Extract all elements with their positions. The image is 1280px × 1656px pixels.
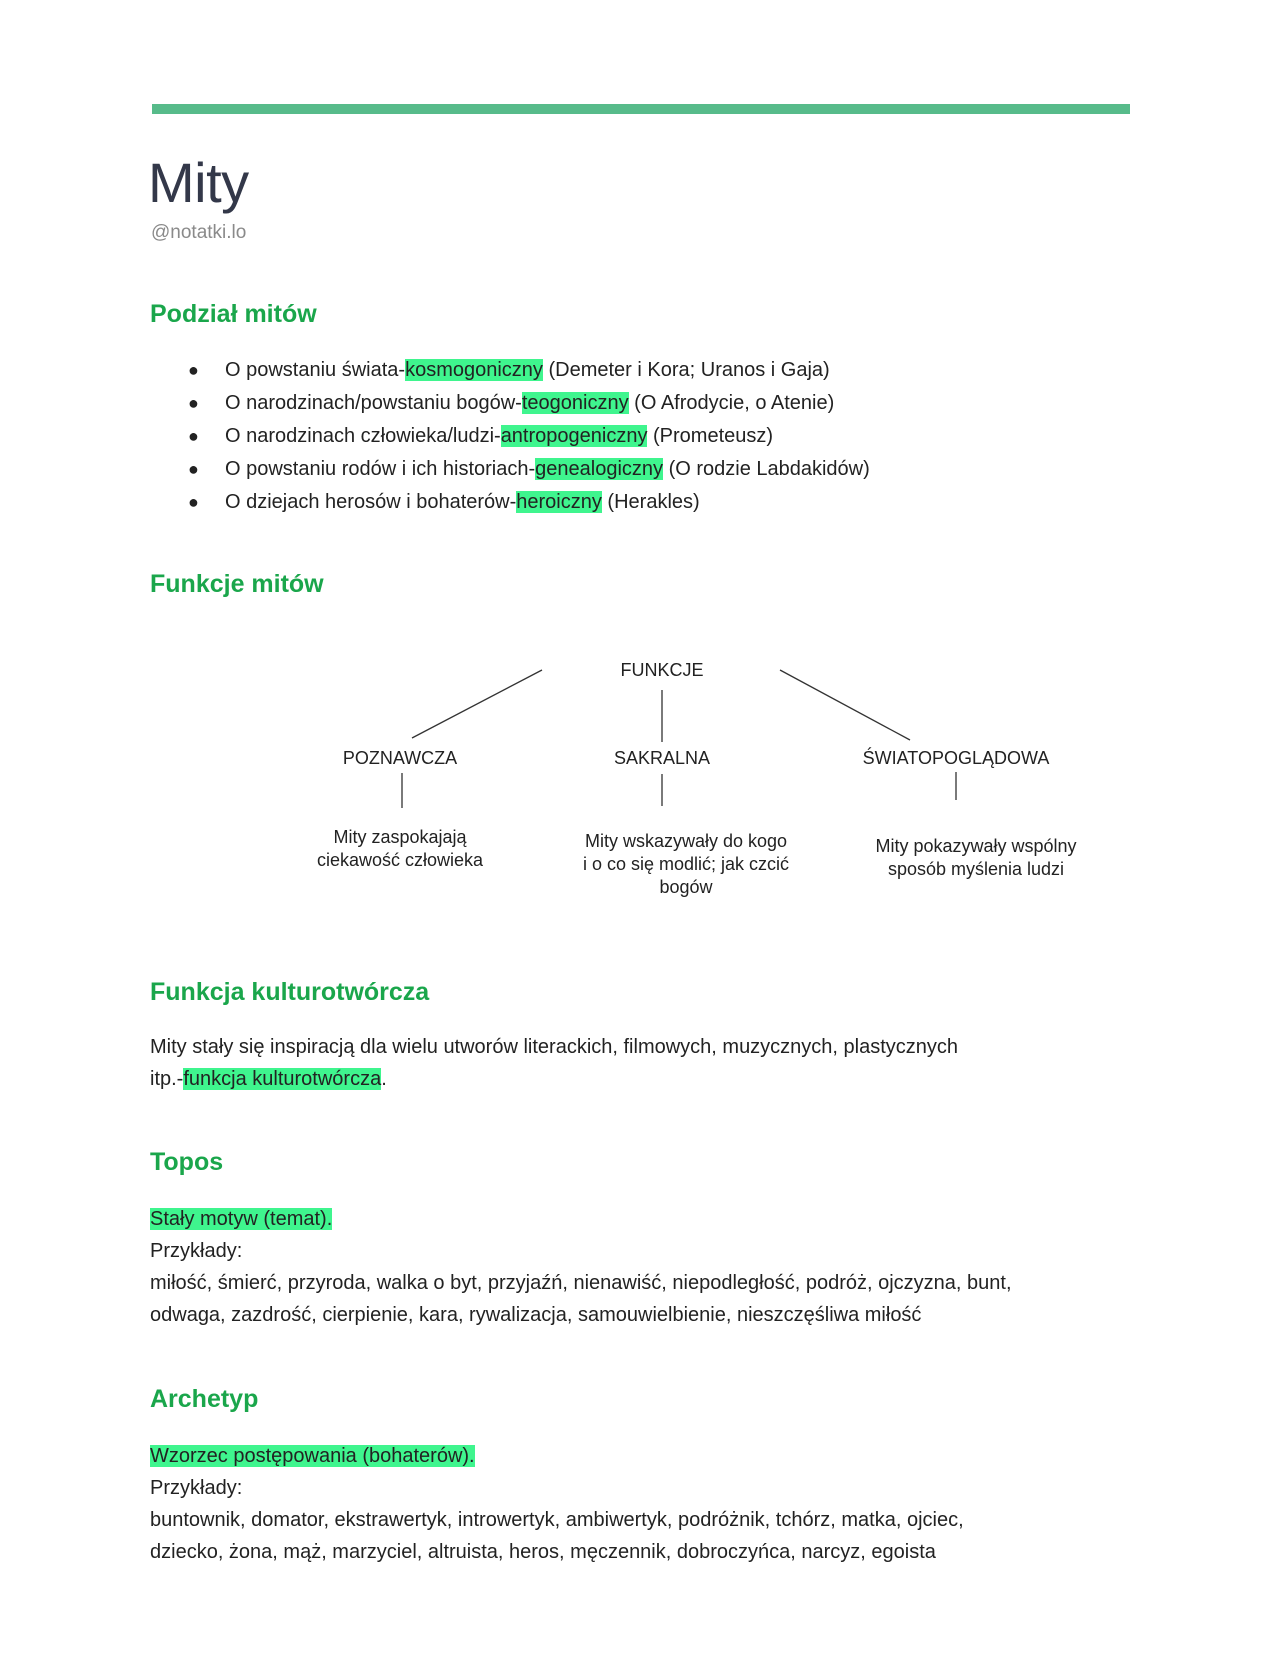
paragraph-line: Mity stały się inspiracją dla wielu utworów literackich, filmowych, muzycznych, plastycznych — [150, 1036, 959, 1058]
definition-line — [150, 1203, 1130, 1235]
item-text: O powstaniu świata- — [225, 359, 406, 381]
bullet-icon: ● — [188, 426, 199, 446]
bullet-icon: ● — [188, 459, 199, 479]
list-item — [150, 389, 870, 422]
item-text: O narodzinach człowieka/ludzi- — [225, 425, 501, 447]
item-note: (Prometeusz) — [647, 425, 774, 447]
paragraph-text: . — [381, 1068, 387, 1090]
paragraph-text: itp.- — [150, 1068, 184, 1090]
examples-line: buntownik, domator, ekstrawertyk, introwertyk, ambiwertyk, podróżnik, tchórz, matka, ojciec, — [150, 1509, 964, 1531]
functions-diagram — [290, 650, 1110, 910]
highlighted-definition: Stały motyw (temat). — [150, 1208, 333, 1230]
examples-line: odwaga, zazdrość, cierpienie, kara, rywalizacja, samouwielbienie, nieszczęśliwa miłość — [150, 1304, 922, 1326]
kultura-paragraph — [150, 1031, 1130, 1095]
desc-line: bogów — [659, 877, 713, 897]
highlighted-definition: Wzorzec postępowania (bohaterów). — [150, 1445, 475, 1467]
item-note: (O rodzie Labdakidów) — [663, 458, 870, 480]
highlighted-term: funkcja kulturotwórcza — [183, 1068, 382, 1090]
desc-line: sposób myślenia ludzi — [887, 859, 1065, 879]
accent-bar — [152, 104, 1130, 114]
item-note: (Herakles) — [601, 491, 700, 513]
bullet-icon: ● — [188, 492, 199, 512]
heading-topos: Topos — [150, 1148, 224, 1176]
item-text: O dziejach herosów i bohaterów- — [225, 491, 517, 513]
examples-line: miłość, śmierć, przyroda, walka o byt, przyjaźń, nienawiść, niepodległość, podróż, ojczyzna, bunt, — [150, 1272, 1012, 1294]
desc-line: i o co się modlić; jak czcić — [582, 854, 790, 874]
podzial-list — [150, 356, 870, 521]
heading-funkcje: Funkcje mitów — [150, 570, 324, 598]
highlighted-term: antropogeniczny — [500, 425, 648, 447]
highlighted-term: heroiczny — [516, 491, 602, 513]
item-text: O narodzinach/powstaniu bogów- — [225, 392, 522, 414]
branch-description — [546, 830, 826, 899]
highlighted-term: teogoniczny — [521, 392, 629, 414]
branch-label: SAKRALNA — [613, 748, 711, 768]
connector-right — [780, 670, 910, 740]
examples-line: dziecko, żona, mąż, marzyciel, altruista, heros, męczennik, dobroczyńca, narcyz, egoista — [150, 1541, 936, 1563]
paragraph-line — [150, 1063, 1130, 1095]
desc-line: Mity zaspokajają — [333, 827, 467, 847]
item-note: (Demeter i Kora; Uranos i Gaja) — [542, 359, 830, 381]
page-title: Mity — [148, 151, 249, 214]
page-subtitle: @notatki.lo — [151, 222, 247, 243]
desc-line: ciekawość człowieka — [316, 850, 484, 870]
list-item — [150, 422, 870, 455]
examples-label: Przykłady: — [150, 1477, 243, 1499]
heading-archetyp: Archetyp — [150, 1385, 259, 1413]
connector-left — [412, 670, 542, 738]
branch-label: POZNAWCZA — [342, 748, 458, 768]
highlighted-term: genealogiczny — [535, 458, 664, 480]
list-item — [150, 455, 870, 488]
item-note: (O Afrodycie, o Atenie) — [628, 392, 835, 414]
topos-block — [150, 1203, 1130, 1331]
item-text: O powstaniu rodów i ich historiach- — [225, 458, 536, 480]
heading-kultura: Funkcja kulturotwórcza — [150, 978, 430, 1006]
list-item — [150, 488, 870, 521]
list-item — [150, 356, 870, 389]
archetyp-block — [150, 1440, 1130, 1568]
desc-line: Mity pokazywały wspólny — [875, 836, 1077, 856]
branch-description — [836, 835, 1116, 881]
bullet-icon: ● — [188, 360, 199, 380]
examples-label: Przykłady: — [150, 1240, 243, 1262]
bullet-icon: ● — [188, 393, 199, 413]
desc-line: Mity wskazywały do kogo — [584, 831, 788, 851]
branch-description — [280, 826, 520, 872]
heading-podzial: Podział mitów — [150, 300, 317, 328]
branch-label: ŚWIATOPOGLĄDOWA — [862, 748, 1050, 768]
diagram-root: FUNKCJE — [620, 660, 704, 680]
definition-line — [150, 1440, 1130, 1472]
highlighted-term: kosmogoniczny — [405, 359, 543, 381]
